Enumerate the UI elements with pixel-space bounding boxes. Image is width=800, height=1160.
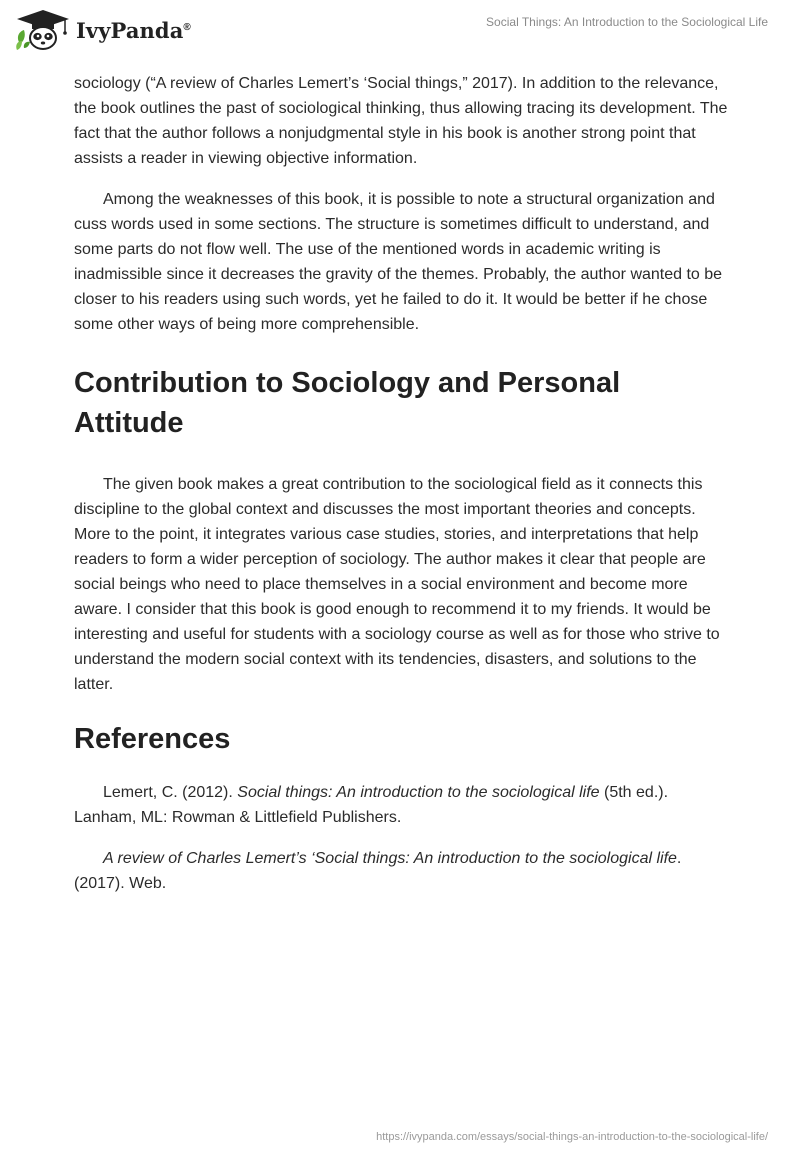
reference-entry <box>74 780 734 830</box>
source-url[interactable]: https://ivypanda.com/essays/social-things-an-introduction-to-the-sociological-life/ <box>376 1131 768 1143</box>
section-heading-contribution: Contribution to Sociology and Personal Attitude <box>74 367 621 439</box>
section-heading-references: References <box>74 723 231 755</box>
reference-title: A review of Charles Lemert’s ‘Social things: An introduction to the sociological life <box>103 850 677 867</box>
running-title: Social Things: An Introduction to the Sociological Life <box>486 15 768 29</box>
logo-wordmark: IvyPanda® <box>76 17 191 43</box>
page-header <box>0 0 800 60</box>
reference-pre: Lemert, C. (2012). <box>103 784 238 801</box>
reference-post: (5th ed.). Lanham, ML: Rowman & Littlefield Publishers. <box>74 784 669 826</box>
reference-post: . (2017). Web. <box>74 850 682 892</box>
paragraph-strengths-continued: sociology (“A review of Charles Lemert’s ‘Social things,” 2017). In addition to the relevance, the book outlines the past of sociological thinking, thus allowing tracing its development. The fact that the author follows a nonjudgmental style in his book is another strong point that assists a reader in viewing objective information. <box>74 75 728 167</box>
reference-entry <box>74 846 734 896</box>
paragraph-weaknesses: Among the weaknesses of this book, it is possible to note a structural organization and cuss words used in some sections. The structure is sometimes difficult to understand, and some parts do not flow well. The use of the mentioned words in academic writing is inadmissible since it decreases the gravity of the themes. Probably, the author wanted to be closer to his readers using such words, yet he failed to do it. It would be better if he chose some other ways of being more comprehensible. <box>74 191 723 333</box>
paragraph-contribution: The given book makes a great contribution to the sociological field as it connects this discipline to the global context and discusses the most important theories and concepts. More to the point, it integrates various case studies, stories, and interpretations that help readers to form a wider perception of sociology. The author makes it clear that people are social beings who need to place themselves in a social environment and become more aware. I consider that this book is good enough to recommend it to my friends. It would be interesting and useful for students with a sociology course as well as for those who strive to understand the modern social context with its tendencies, disasters, and solutions to the latter. <box>74 476 720 693</box>
ivypanda-logo[interactable] <box>14 8 191 52</box>
panda-graduation-cap-icon <box>14 8 72 52</box>
reference-title: Social things: An introduction to the sociological life <box>237 784 600 801</box>
essay-body <box>74 71 734 912</box>
